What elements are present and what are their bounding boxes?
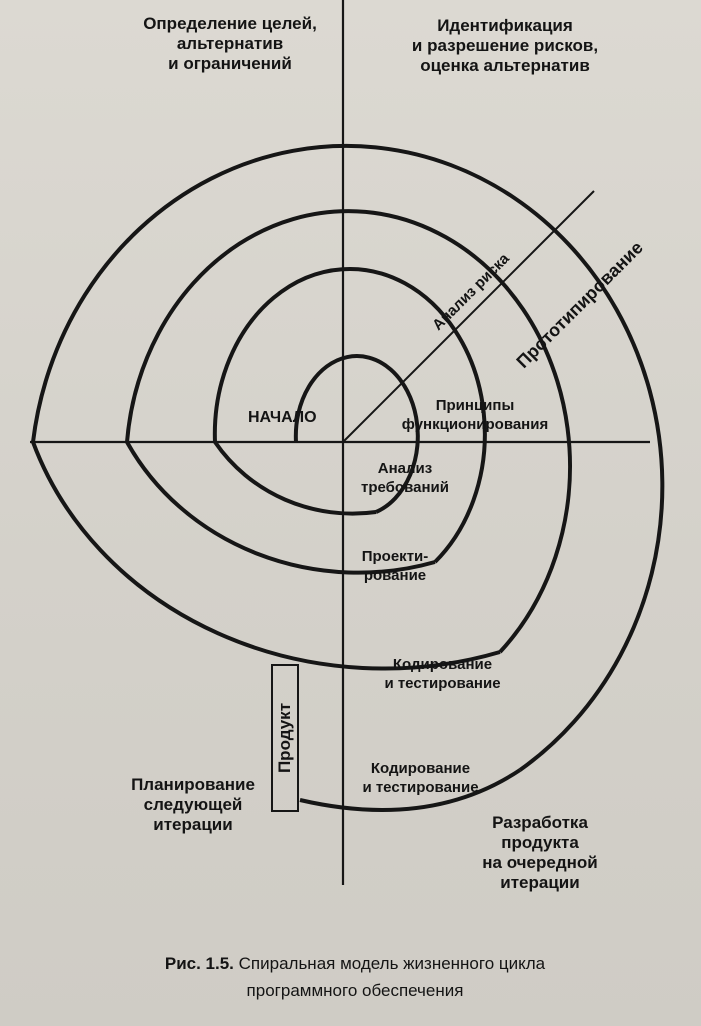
quadrant-risk-label: Идентификация и разрешение рисков, оценка альтернатив: [411, 16, 599, 75]
quadrant-goals-label: Определение целей, альтернатив и ограничений: [143, 14, 317, 73]
quadrant-development-label: Разработка продукта на очередной итерации: [482, 813, 598, 892]
caption-number: Рис. 1.5.: [164, 954, 234, 973]
principles-label: Принципы функционирования: [401, 397, 549, 433]
coding-inner-label: Кодирование и тестирование: [384, 656, 501, 692]
risk-analysis-label: Анализ риска: [429, 250, 513, 334]
prototyping-label: Прототипирование: [512, 237, 647, 372]
requirements-label: Анализ требований: [361, 460, 449, 496]
figure-caption: [120, 950, 590, 1004]
caption-line-1: Спиральная модель жизненного цикла: [238, 954, 546, 973]
start-label: НАЧАЛО: [248, 409, 317, 426]
coding-outer-label: Кодирование и тестирование: [362, 760, 479, 796]
product-label: Продукт: [275, 702, 294, 774]
design-label: Проекти- рование: [361, 548, 429, 584]
spiral-lower-1: [215, 442, 376, 514]
quadrant-planning-label: Планирование следующей итерации: [131, 775, 255, 834]
caption-line-2: программного обеспечения: [246, 981, 464, 1000]
